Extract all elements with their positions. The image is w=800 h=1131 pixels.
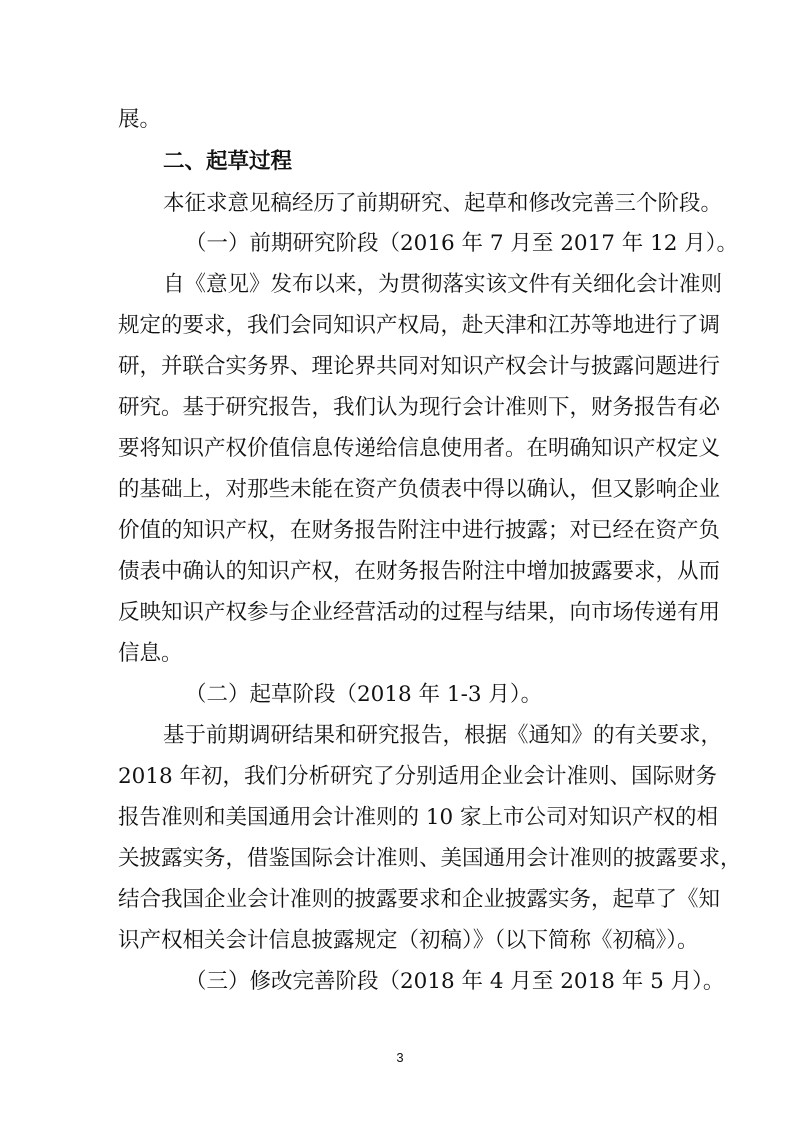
paragraph-line: 关披露实务，借鉴国际会计准则、美国通用会计准则的披露要求， bbox=[118, 846, 742, 871]
paragraph-line: 研，并联合实务界、理论界共同对知识产权会计与披露问题进行 bbox=[118, 354, 721, 379]
paragraph-line: 自《意见》发布以来，为贯彻落实该文件有关细化会计准则 bbox=[163, 272, 723, 297]
paragraph-end-line: 展。 bbox=[118, 107, 162, 132]
page-number: 3 bbox=[396, 1050, 404, 1065]
section-heading: 二、起草过程 bbox=[163, 149, 293, 174]
paragraph-line: 的基础上，对那些未能在资产负债表中得以确认，但又影响企业 bbox=[118, 477, 721, 502]
paragraph-line: 研究。基于研究报告，我们认为现行会计准则下，财务报告有必 bbox=[118, 395, 721, 420]
paragraph-line: 2018 年初，我们分析研究了分别适用企业会计准则、国际财务 bbox=[118, 764, 718, 789]
paragraph-line: 规定的要求，我们会同知识产权局，赴天津和江苏等地进行了调 bbox=[118, 313, 721, 338]
paragraph-line: 识产权相关会计信息披露规定（初稿）》（以下简称《初稿》）。 bbox=[118, 928, 699, 953]
paragraph-line: 债表中确认的知识产权，在财务报告附注中增加披露要求，从而 bbox=[118, 559, 721, 584]
paragraph-line: 要将知识产权价值信息传递给信息使用者。在明确知识产权定义 bbox=[118, 436, 721, 461]
paragraph-line: 基于前期调研结果和研究报告，根据《通知》的有关要求， bbox=[163, 723, 723, 748]
subsection-heading: （三）修改完善阶段（2018 年 4 月至 2018 年 5 月）。 bbox=[185, 969, 725, 994]
paragraph-line: 结合我国企业会计准则的披露要求和企业披露实务，起草了《知 bbox=[118, 887, 721, 912]
subsection-heading: （二）起草阶段（2018 年 1-3 月）。 bbox=[185, 682, 543, 707]
paragraph-line: 价值的知识产权，在财务报告附注中进行披露；对已经在资产负 bbox=[118, 518, 721, 543]
paragraph-line: 报告准则和美国通用会计准则的 10 家上市公司对知识产权的相 bbox=[118, 805, 719, 830]
paragraph-line: 反映知识产权参与企业经营活动的过程与结果，向市场传递有用 bbox=[118, 600, 721, 625]
paragraph-line: 本征求意见稿经历了前期研究、起草和修改完善三个阶段。 bbox=[163, 191, 723, 216]
paragraph-line: 信息。 bbox=[118, 641, 183, 666]
subsection-heading: （一）前期研究阶段（2016 年 7 月至 2017 年 12 月）。 bbox=[185, 231, 739, 256]
